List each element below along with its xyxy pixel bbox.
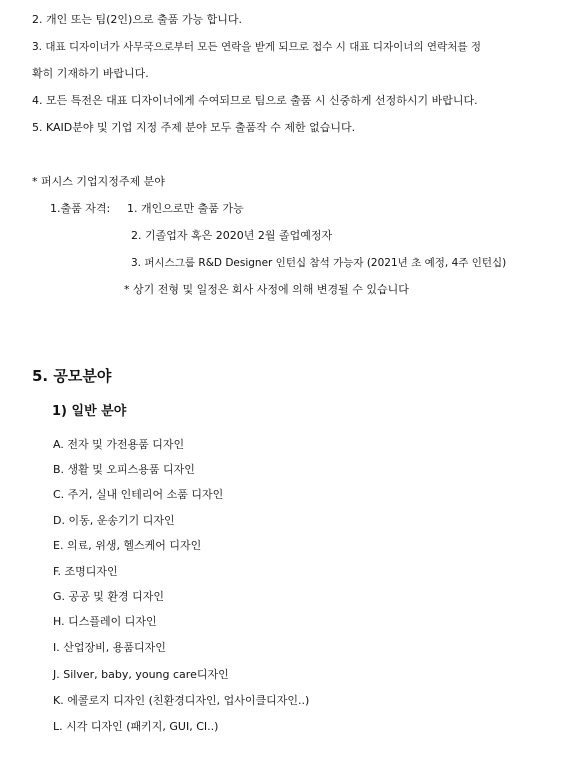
rule-item-3-line-2: 확히 기재하기 바랍니다. [32, 67, 149, 80]
fursys-note: * 상기 전형 및 일정은 회사 사정에 의해 변경될 수 있습니다 [124, 283, 409, 296]
section-title: 5. 공모분야 [32, 367, 112, 385]
fursys-condition-1: 1. 개인으로만 출품 가능 [127, 202, 244, 215]
category-item: G. 공공 및 환경 디자인 [53, 590, 165, 603]
fursys-condition-2: 2. 기졸업자 혹은 2020년 2월 졸업예정자 [131, 229, 333, 242]
category-item: A. 전자 및 가전용품 디자인 [53, 438, 185, 451]
rule-item-4: 4. 모든 특전은 대표 디자이너에게 수여되므로 팀으로 출품 시 신중하게 선정하시기 바랍니다. [32, 94, 478, 107]
category-item: H. 디스플레이 디자인 [53, 615, 157, 628]
category-item: E. 의료, 위생, 헬스케어 디자인 [53, 539, 202, 552]
category-item: J. Silver, baby, young care디자인 [53, 668, 229, 681]
rule-item-2: 2. 개인 또는 팀(2인)으로 출품 가능 합니다. [32, 13, 242, 26]
category-item: L. 시각 디자인 (패키지, GUI, CI..) [53, 720, 219, 733]
rule-item-5: 5. KAID분야 및 기업 지정 주제 분야 모두 출품작 수 제한 없습니다. [32, 121, 356, 134]
category-item: K. 에콜로지 디자인 (친환경디자인, 업사이클디자인..) [53, 694, 310, 707]
category-item: D. 이동, 운송기기 디자인 [53, 514, 175, 527]
category-item: B. 생활 및 오피스용품 디자인 [53, 463, 195, 476]
rule-item-3-line-1: 3. 대표 디자이너가 사무국으로부터 모든 연락을 받게 되므로 접수 시 대표 디자이너의 연락처를 정 [32, 41, 481, 53]
section-subtitle: 1) 일반 분야 [52, 404, 127, 419]
category-item: C. 주거, 실내 인테리어 소품 디자인 [53, 488, 224, 501]
fursys-heading: * 퍼시스 기업지정주제 분야 [32, 175, 165, 188]
category-item: I. 산업장비, 용품디자인 [53, 641, 166, 654]
fursys-condition-3: 3. 퍼시스그룹 R&D Designer 인턴십 참석 가능자 (2021년 초 예정, 4주 인턴십) [131, 257, 507, 269]
fursys-eligibility-label: 1.출품 자격: [50, 202, 111, 215]
category-item: F. 조명디자인 [53, 565, 118, 578]
